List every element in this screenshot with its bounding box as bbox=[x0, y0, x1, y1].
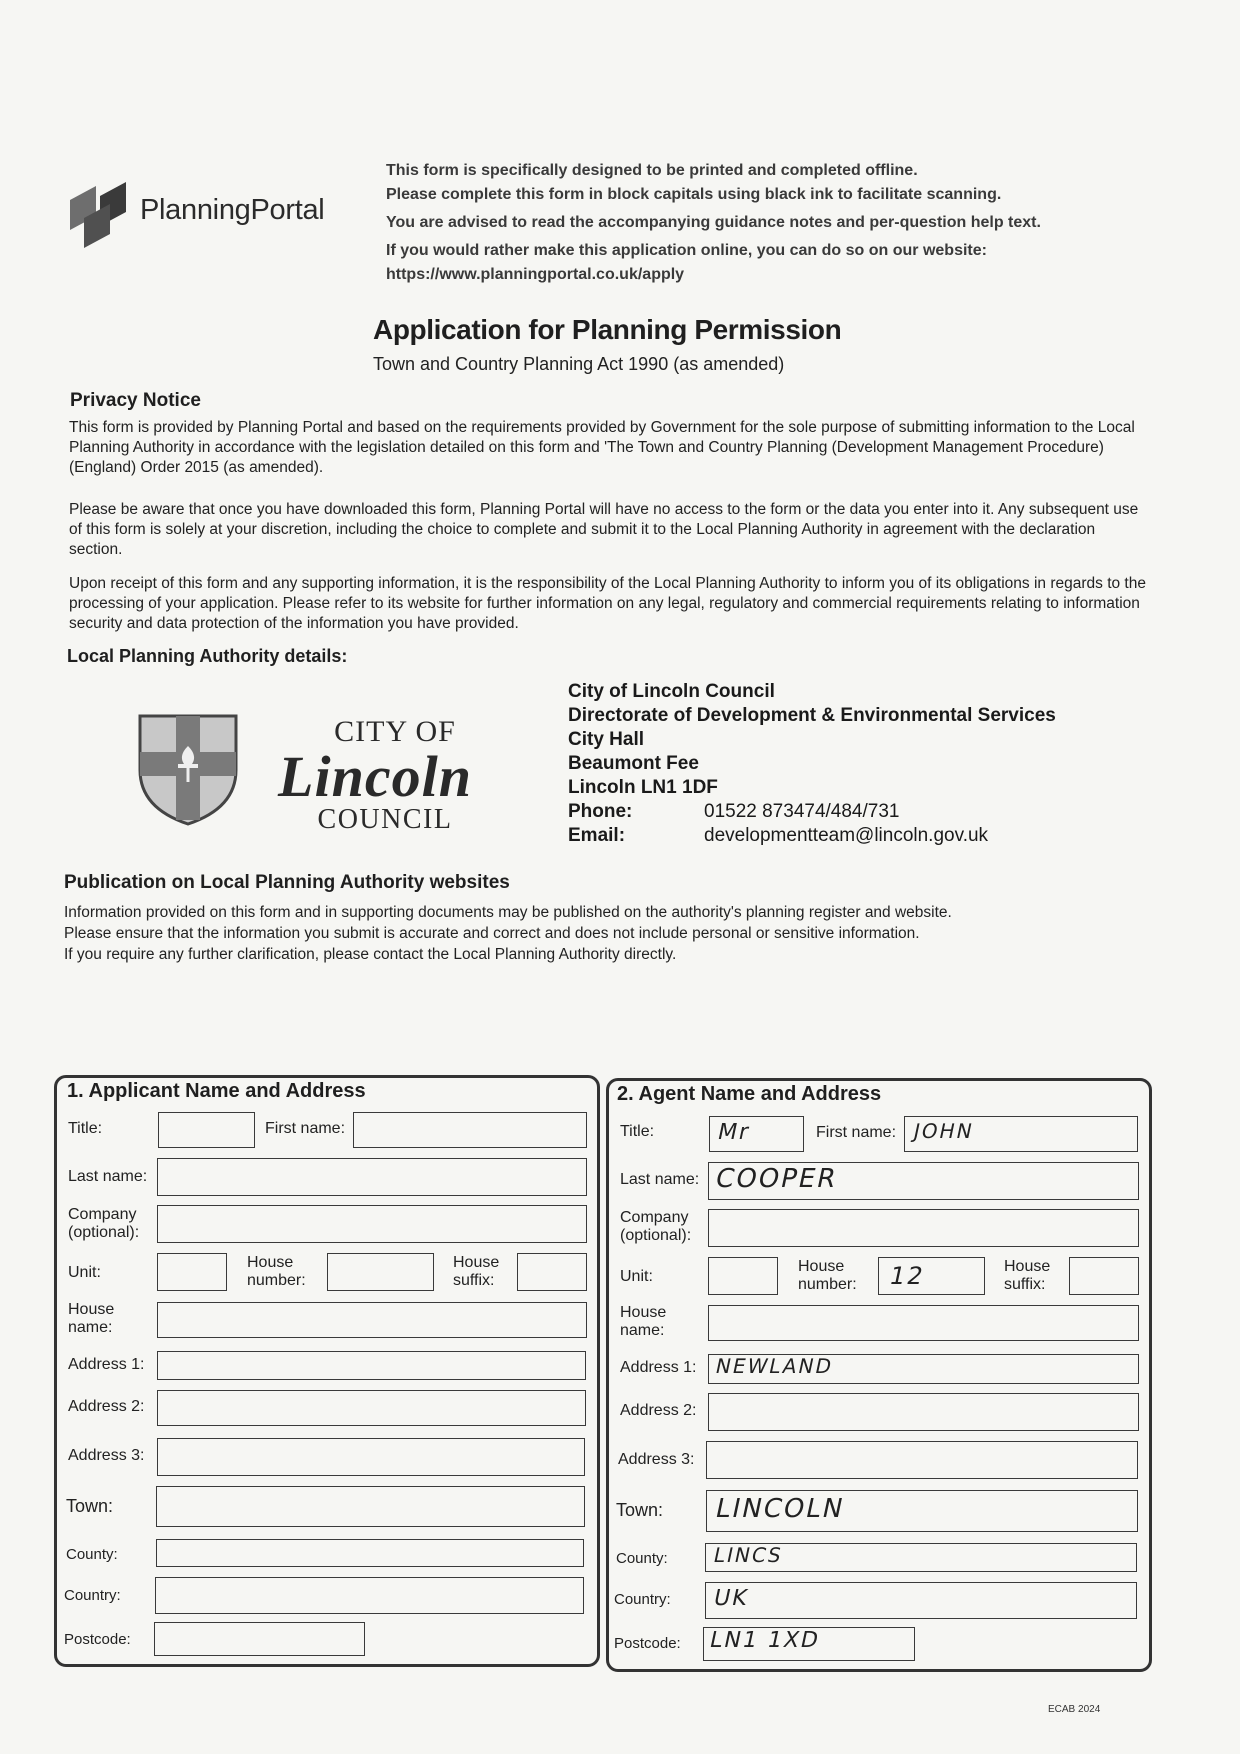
lpa-phone: 01522 873474/484/731 bbox=[704, 801, 900, 822]
lpa-name: City of Lincoln Council bbox=[568, 681, 775, 702]
lincoln-crest-icon bbox=[136, 712, 240, 826]
applicant-county-label: County: bbox=[66, 1546, 118, 1563]
applicant-house-number-field[interactable] bbox=[327, 1253, 434, 1291]
publication-heading: Publication on Local Planning Authority websites bbox=[64, 872, 510, 893]
lpa-address-line: City Hall bbox=[568, 729, 645, 750]
applicant-address3-label: Address 3: bbox=[68, 1447, 145, 1464]
intro-line: This form is specifically designed to be printed and completed offline. bbox=[386, 162, 918, 179]
applicant-county-field[interactable] bbox=[156, 1539, 584, 1567]
applicant-address2-label: Address 2: bbox=[68, 1398, 145, 1415]
planning-portal-mark-icon bbox=[66, 178, 132, 248]
lpa-phone-label: Phone: bbox=[568, 801, 633, 822]
agent-first-name-label: First name: bbox=[816, 1124, 897, 1141]
agent-house-name-label: House name: bbox=[620, 1304, 667, 1339]
agent-house-number-label: House number: bbox=[798, 1258, 857, 1293]
lpa-address-line: Beaumont Fee bbox=[568, 753, 699, 774]
applicant-address1-field[interactable] bbox=[157, 1351, 586, 1380]
applicant-house-suffix-field[interactable] bbox=[517, 1253, 587, 1291]
agent-house-suffix-field[interactable] bbox=[1069, 1257, 1139, 1295]
privacy-paragraph: Upon receipt of this form and any supporting information, it is the responsibility of the Local Planning Authority to inform you of its obligations in regards to the processing of your application. Please refer to its website for further information on any legal, regulatory and commercial requirements relating to information security and data protection of the information you have provided. bbox=[69, 575, 1146, 632]
logo-line: CITY OF bbox=[334, 715, 456, 748]
lpa-heading: Local Planning Authority details: bbox=[67, 646, 348, 666]
agent-last-name-value: COOPER bbox=[712, 1164, 841, 1194]
intro-url: https://www.planningportal.co.uk/apply bbox=[386, 266, 685, 283]
lpa-email: developmentteam@lincoln.gov.uk bbox=[704, 825, 989, 846]
agent-last-name-label: Last name: bbox=[620, 1171, 700, 1188]
agent-address2-label: Address 2: bbox=[620, 1402, 697, 1419]
lpa-address-block bbox=[568, 680, 1056, 848]
agent-country-value: UK bbox=[711, 1586, 752, 1611]
applicant-heading: 1. Applicant Name and Address bbox=[67, 1080, 366, 1102]
document-subtitle: Town and Country Planning Act 1990 (as amended) bbox=[373, 354, 785, 374]
publication-line: If you require any further clarification, please contact the Local Planning Authority directly. bbox=[64, 946, 677, 963]
agent-house-name-field[interactable] bbox=[708, 1305, 1139, 1341]
applicant-title-field[interactable] bbox=[158, 1112, 255, 1148]
applicant-postcode-label: Postcode: bbox=[64, 1631, 131, 1648]
agent-country-label: Country: bbox=[614, 1591, 671, 1608]
agent-postcode-value: LN1 1XD bbox=[707, 1628, 823, 1653]
applicant-country-field[interactable] bbox=[155, 1577, 584, 1614]
agent-country-field[interactable] bbox=[705, 1582, 1137, 1619]
agent-address1-label: Address 1: bbox=[620, 1359, 697, 1376]
privacy-paragraph: This form is provided by Planning Portal and based on the requirements provided by Government for the sole purpose of submitting information to the Local Planning Authority in accordance with the legislation detailed on this form and 'The Town and Country Planning (Development Management Procedure) (England) Order 2015 (as amended). bbox=[69, 419, 1135, 476]
publication-line: Please ensure that the information you submit is accurate and correct and does not include personal or sensitive information. bbox=[64, 925, 920, 942]
logo-line: Lincoln bbox=[278, 744, 472, 809]
lpa-address-line: Lincoln LN1 1DF bbox=[568, 777, 718, 798]
agent-town-label: Town: bbox=[616, 1500, 664, 1520]
planning-portal-logo bbox=[66, 178, 356, 248]
agent-house-number-value: 12 bbox=[887, 1262, 928, 1290]
agent-town-value: LINCOLN bbox=[712, 1494, 848, 1524]
applicant-company-field[interactable] bbox=[157, 1205, 587, 1243]
applicant-company-label: Company (optional): bbox=[68, 1206, 140, 1241]
privacy-paragraph: Please be aware that once you have downloaded this form, Planning Portal will have no access to the form or the data you enter into it. Any subsequent use of this form is solely at your discretion, including the choice to complete and submit it to the Local Planning Authority in agreement with the declaration section. bbox=[69, 501, 1139, 558]
publication-text bbox=[64, 902, 1144, 965]
agent-address1-value: NEWLAND bbox=[713, 1354, 836, 1378]
logo-line: COUNCIL bbox=[317, 804, 453, 835]
applicant-first-name-label: First name: bbox=[265, 1120, 346, 1137]
applicant-town-field[interactable] bbox=[156, 1486, 585, 1527]
agent-title-value: Mr bbox=[715, 1120, 753, 1145]
applicant-last-name-field[interactable] bbox=[157, 1158, 587, 1196]
lpa-email-label: Email: bbox=[568, 825, 626, 846]
agent-address3-label: Address 3: bbox=[618, 1451, 695, 1468]
applicant-house-name-label: House name: bbox=[68, 1301, 115, 1336]
applicant-house-number-label: House number: bbox=[247, 1254, 306, 1289]
applicant-town-label: Town: bbox=[66, 1496, 114, 1516]
planning-portal-wordmark: PlanningPortal bbox=[140, 194, 325, 226]
agent-unit-label: Unit: bbox=[620, 1268, 653, 1285]
agent-house-suffix-label: House suffix: bbox=[1004, 1258, 1051, 1293]
applicant-address1-label: Address 1: bbox=[68, 1356, 145, 1373]
applicant-title-label: Title: bbox=[68, 1120, 103, 1137]
publication-line: Information provided on this form and in supporting documents may be published on the authority's planning register and website. bbox=[64, 904, 952, 921]
agent-county-label: County: bbox=[616, 1550, 668, 1567]
document-title: Application for Planning Permission bbox=[373, 314, 842, 345]
intro-line: Please complete this form in block capitals using black ink to facilitate scanning. bbox=[386, 186, 1002, 203]
applicant-first-name-field[interactable] bbox=[353, 1112, 587, 1148]
agent-title-label: Title: bbox=[620, 1123, 655, 1140]
agent-postcode-label: Postcode: bbox=[614, 1635, 681, 1652]
agent-company-label: Company (optional): bbox=[620, 1209, 692, 1244]
applicant-house-suffix-label: House suffix: bbox=[453, 1254, 500, 1289]
agent-heading: 2. Agent Name and Address bbox=[617, 1083, 882, 1105]
privacy-heading: Privacy Notice bbox=[70, 390, 201, 411]
agent-county-value: LINCS bbox=[711, 1543, 786, 1567]
agent-address3-field[interactable] bbox=[706, 1441, 1138, 1479]
applicant-unit-label: Unit: bbox=[68, 1264, 101, 1281]
applicant-house-name-field[interactable] bbox=[157, 1302, 587, 1338]
applicant-postcode-field[interactable] bbox=[154, 1622, 365, 1656]
agent-address2-field[interactable] bbox=[708, 1393, 1139, 1431]
lpa-directorate: Directorate of Development & Environmental Services bbox=[568, 705, 1056, 726]
agent-company-field[interactable] bbox=[708, 1209, 1139, 1247]
applicant-country-label: Country: bbox=[64, 1587, 121, 1604]
applicant-unit-field[interactable] bbox=[157, 1253, 227, 1291]
lincoln-council-wordmark bbox=[255, 715, 495, 835]
intro-line: You are advised to read the accompanying guidance notes and per-question help text. bbox=[386, 214, 1041, 231]
applicant-address3-field[interactable] bbox=[157, 1438, 585, 1476]
agent-first-name-value: JOHN bbox=[911, 1119, 977, 1143]
applicant-address2-field[interactable] bbox=[157, 1390, 586, 1426]
agent-unit-field[interactable] bbox=[708, 1257, 778, 1295]
intro-line: If you would rather make this application online, you can do so on our website: bbox=[386, 242, 987, 259]
form-code: ECAB 2024 bbox=[1048, 1704, 1101, 1715]
applicant-last-name-label: Last name: bbox=[68, 1168, 148, 1185]
intro-instructions bbox=[386, 160, 1186, 288]
